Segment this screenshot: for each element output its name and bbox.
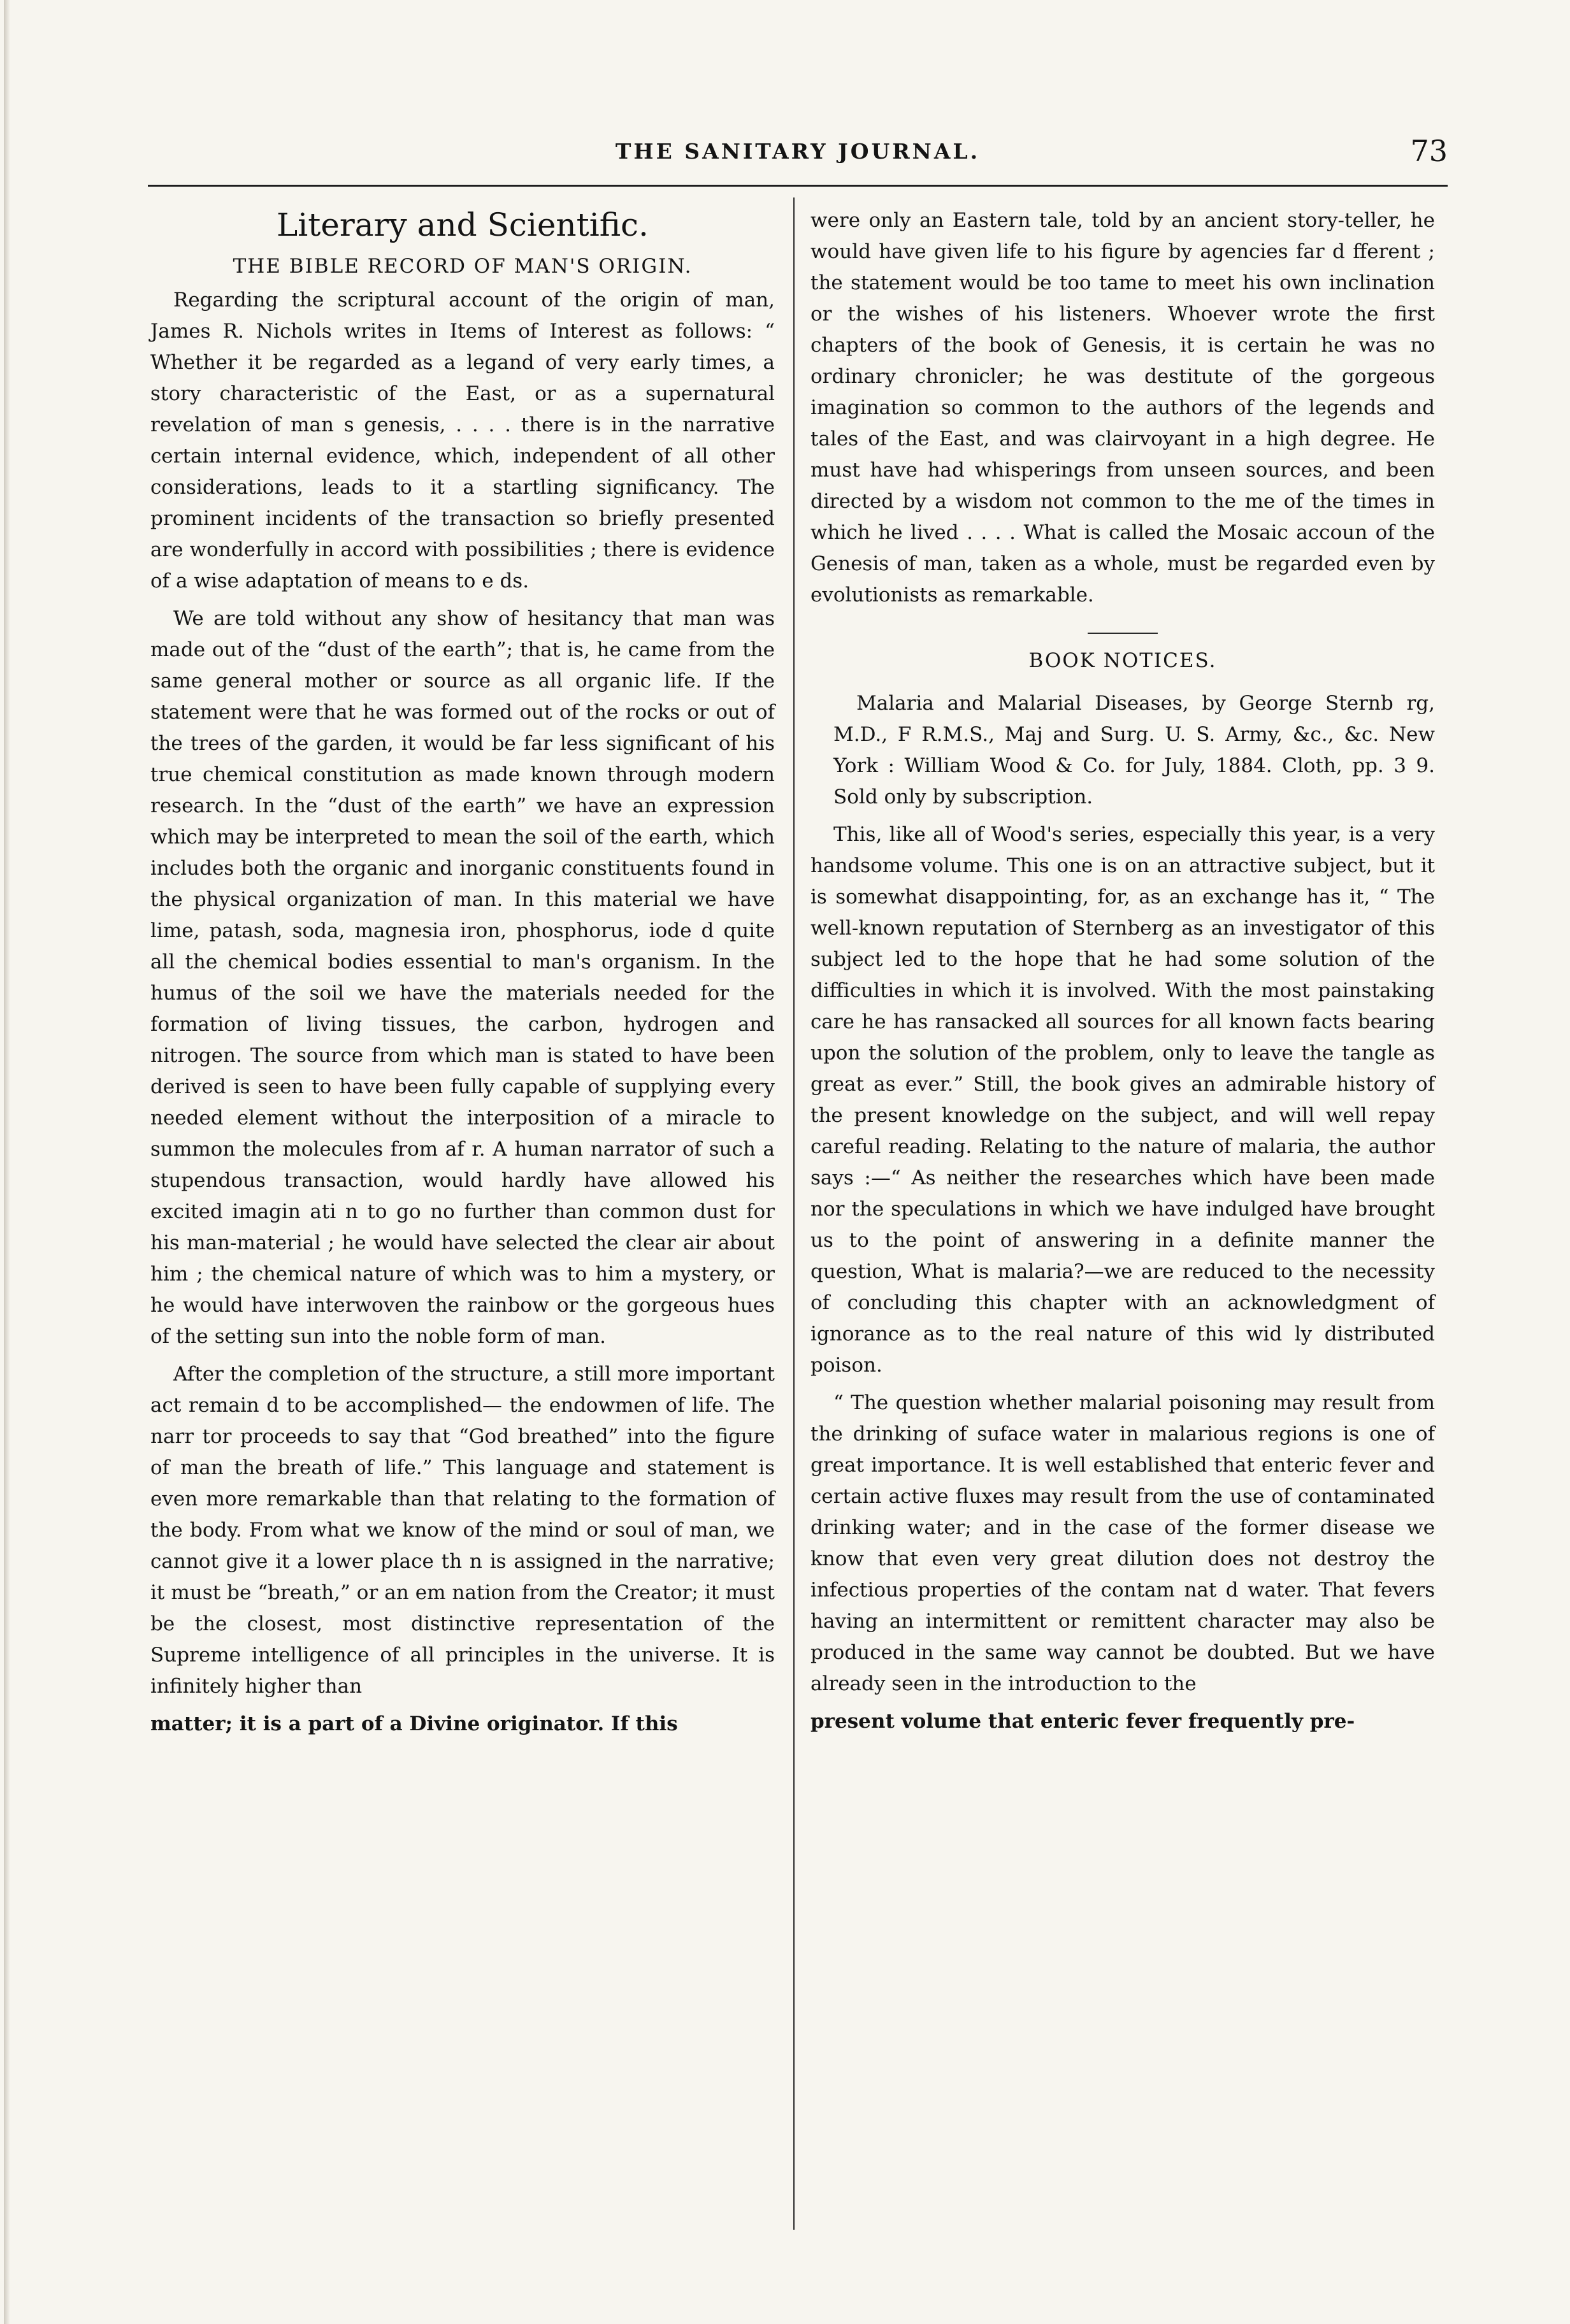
paragraph: After the completion of the structure, a still more important act remain d to be accomplished— the endowmen of life. The narr tor proceeds to say that “God breathed” into the figure of man the breath of life.” This language and statement is even more remarkable than that relating to the formation of the body. From what we know of the mind or soul of man, we cannot give it a lower place th n is assigned in the narrative; it must be “breath,” or an em nation from the Creator; it must be the closest, most distinctive representation of the Supreme intelligence of all principles in the universe. It is infinitely higher than (150, 1363, 775, 1698)
running-title: THE SANITARY JOURNAL. (615, 139, 981, 164)
page-header (148, 134, 1448, 178)
page-number: 73 (1410, 134, 1448, 168)
book-entry: Malaria and Malarial Diseases, by George Sternb rg, M.D., F R.M.S., Maj and Surg. U. S. Army, &c., &c. New York : William Wood & Co. for July, 1884. Cloth, pp. 3 9. Sold only by subscription. (833, 692, 1435, 808)
paragraph: We are told without any show of hesitancy that man was made out of the “dust of the earth”; that is, he came from the same general mother or source as all organic life. If the statement were that he was formed out of the rocks or out of the trees of the garden, it would be far less significant of his true chemical constitution as made known through modern research. In the “dust of the earth” we have an expression which may be interpreted to mean the soil of the earth, which includes both the organic and inorganic constituents found in the physical organization of man. In this material we have lime, patash, soda, magnesia iron, phosphorus, iode d quite all the chemical bodies essential to man's organism. In the humus of the soil we have the materials needed for the formation of living tissues, the carbon, hydrogen and nitrogen. The source from which man is stated to have been derived is seen to have been fully capable of supplying every needed element without the interposition of a miracle to summon the molecules from af r. A human narrator of such a stupendous transaction, would hardly have allowed his excited imagin ati n to go no further than common dust for his man-material ; he would have selected the clear air about him ; the chemical nature of which was to him a mystery, or he would have interwoven the rainbow or the gorgeous hues of the setting sun into the noble form of man. (150, 607, 775, 1348)
article-title: THE BIBLE RECORD OF MAN'S ORIGIN. (233, 255, 693, 278)
left-column (150, 205, 775, 1746)
paragraph-last-line: present volume that enteric fever frequently pre- (810, 1710, 1355, 1733)
section-divider-rule (1088, 633, 1158, 634)
section-title: Literary and Scientific. (277, 206, 649, 243)
paragraph-last-line: matter; it is a part of a Divine originator. If this (150, 1712, 678, 1735)
column-divider (793, 197, 795, 2230)
book-notices-heading: BOOK NOTICES. (1028, 649, 1217, 672)
paragraph: Regarding the scriptural account of the origin of man, James R. Nichols writes in Items of Interest as follows: “ Whether it be regarded as a legand of very early times, a story characteristic of the East, or as a supernatural revelation of man s genesis, . . . . there is in the narrative certain internal evidence, which, independent of all other considerations, leads to it a startling significancy. The prominent incidents of the transaction so briefly presented are wonderfully in accord with possibilities ; there is evidence of a wise adaptation of means to e ds. (150, 289, 775, 592)
paragraph-continuation: were only an Eastern tale, told by an ancient story-teller, he would have given life to his figure by agencies far d fferent ; the statement would be too tame to meet his own inclination or the wishes of his listeners. Whoever wrote the first chapters of the book of Genesis, it is certain he was no ordinary chronicler; he was destitute of the gorgeous imagination so common to the authors of the legends and tales of the East, and was clairvoyant in a high degree. He must have had whisperings from unseen sources, and been directed by a wisdom not common to the me of the times in which he lived . . . . What is called the Mosaic accoun of the Genesis of man, taken as a whole, must be regarded even by evolutionists as remarkable. (810, 209, 1435, 606)
right-column (810, 205, 1435, 1744)
paragraph: This, like all of Wood's series, especially this year, is a very handsome volume. This one is on an attractive subject, but it is somewhat disappointing, for, as an exchange has it, “ The well-known reputation of Sternberg as an investigator of this subject led to the hope that he had some solution of the difficulties in which it is involved. With the most painstaking care he has ransacked all sources for all known facts bearing upon the solution of the problem, only to leave the tangle as great as ever.” Still, the book gives an admirable history of the present knowledge on the subject, and will well repay careful reading. Relating to the nature of malaria, the author says :—“ As neither the researches which have been made nor the speculations in which we have indulged have brought us to the point of answering in a definite manner the question, What is malaria?—we are reduced to the necessity of concluding this chapter with an acknowledgment of ignorance as to the real nature of this wid ly distributed poison. (810, 823, 1435, 1377)
page-edge-shadow (4, 0, 10, 2324)
paragraph: “ The question whether malarial poisoning may result from the drinking of suface water in malarious regions is one of great importance. It is well established that enteric fever and certain active fluxes may result from the use of contaminated drinking water; and in the case of the former disease we know that even very great dilution does not destroy the infectious properties of the contam nat d water. That fevers having an intermittent or remittent character may also be produced in the same way cannot be doubted. But we have already seen in the introduction to the (810, 1391, 1435, 1695)
header-rule (148, 185, 1448, 187)
